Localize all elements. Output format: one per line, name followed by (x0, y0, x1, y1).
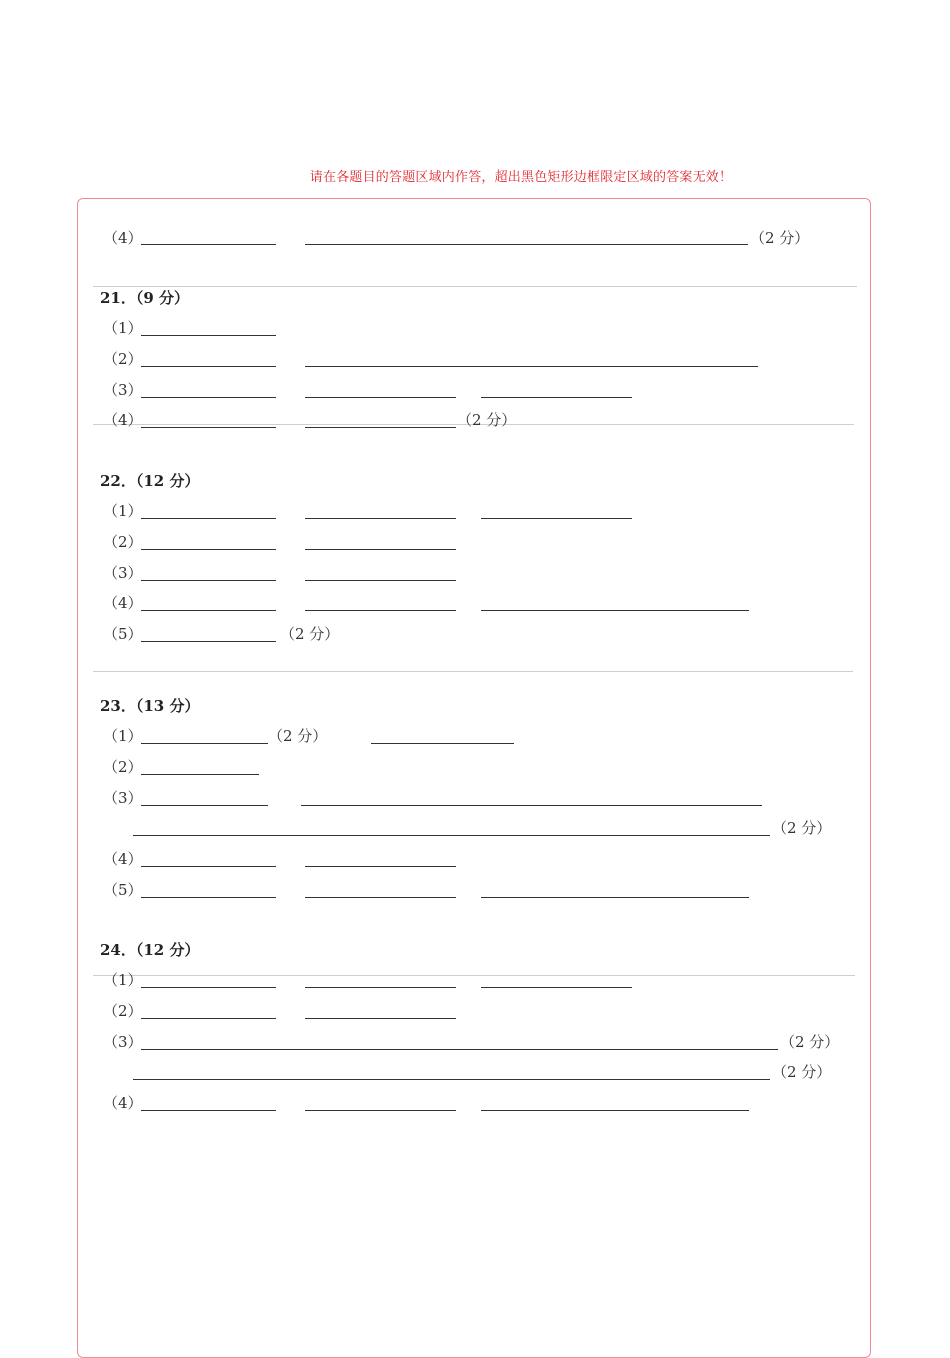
answer-blank[interactable] (141, 866, 276, 867)
answer-blank[interactable] (305, 518, 456, 519)
answer-blank[interactable] (141, 897, 276, 898)
sub-question-number: （3） (103, 381, 143, 399)
answer-blank[interactable] (305, 987, 456, 988)
sub-question-number: （5） (103, 625, 143, 643)
sub-question-number: （4） (103, 850, 143, 868)
answer-blank[interactable] (141, 1018, 276, 1019)
sub-question-number: （1） (103, 727, 143, 745)
question-heading: 24．（12 分） (100, 941, 200, 959)
answer-blank[interactable] (141, 427, 276, 428)
answer-blank[interactable] (481, 987, 632, 988)
question-heading: 22．（12 分） (100, 472, 200, 490)
answer-blank[interactable] (305, 549, 456, 550)
sub-question-number: （4） (103, 594, 143, 612)
score-label: （2 分） (772, 1063, 832, 1081)
sub-question-number: （4） (103, 411, 143, 429)
answer-blank[interactable] (141, 244, 276, 245)
answer-blank[interactable] (305, 244, 748, 245)
sub-question-number: （3） (103, 1033, 143, 1051)
answer-blank[interactable] (305, 1018, 456, 1019)
answer-blank[interactable] (301, 805, 762, 806)
section-divider (93, 975, 855, 976)
answer-blank[interactable] (141, 641, 276, 642)
answer-blank[interactable] (141, 335, 276, 336)
sub-question-number: （4） (103, 229, 143, 247)
answer-blank[interactable] (141, 610, 276, 611)
score-label: （2 分） (280, 625, 340, 643)
sub-question-number: （1） (103, 971, 143, 989)
answer-blank[interactable] (141, 397, 276, 398)
answer-blank[interactable] (305, 866, 456, 867)
answer-blank[interactable] (305, 580, 456, 581)
answer-blank[interactable] (305, 427, 456, 428)
answer-blank[interactable] (141, 366, 276, 367)
answer-blank[interactable] (141, 1110, 276, 1111)
answer-blank[interactable] (305, 1110, 456, 1111)
answer-frame (77, 198, 871, 1358)
question-heading: 23．（13 分） (100, 697, 200, 715)
answer-blank[interactable] (481, 1110, 749, 1111)
question-heading: 21．（9 分） (100, 289, 190, 307)
score-label: （2 分） (780, 1033, 840, 1051)
sub-question-number: （2） (103, 1002, 143, 1020)
answer-blank[interactable] (305, 610, 456, 611)
answer-blank[interactable] (141, 774, 259, 775)
answer-blank[interactable] (141, 580, 276, 581)
answer-blank[interactable] (481, 610, 749, 611)
answer-blank[interactable] (141, 518, 276, 519)
answer-area-notice: 请在各题目的答题区域内作答，超出黑色矩形边框限定区域的答案无效！ (309, 170, 733, 185)
sub-question-number: （4） (103, 1094, 143, 1112)
sub-question-number: （3） (103, 789, 143, 807)
answer-blank[interactable] (141, 1049, 778, 1050)
answer-blank[interactable] (481, 897, 749, 898)
sub-question-number: （2） (103, 758, 143, 776)
sub-question-number: （1） (103, 319, 143, 337)
answer-blank[interactable] (141, 805, 268, 806)
answer-blank[interactable] (305, 366, 758, 367)
score-label: （2 分） (268, 727, 328, 745)
score-label: （2 分） (457, 411, 517, 429)
answer-blank[interactable] (133, 1079, 770, 1080)
answer-blank[interactable] (481, 518, 632, 519)
answer-blank[interactable] (133, 835, 770, 836)
sub-question-number: （2） (103, 350, 143, 368)
sub-question-number: （2） (103, 533, 143, 551)
score-label: （2 分） (750, 229, 810, 247)
sub-question-number: （1） (103, 502, 143, 520)
answer-blank[interactable] (141, 743, 268, 744)
answer-blank[interactable] (305, 397, 456, 398)
answer-blank[interactable] (305, 897, 456, 898)
score-label: （2 分） (772, 819, 832, 837)
answer-blank[interactable] (481, 397, 632, 398)
sub-question-number: （5） (103, 881, 143, 899)
sub-question-number: （3） (103, 564, 143, 582)
answer-blank[interactable] (141, 987, 276, 988)
section-divider (93, 286, 857, 287)
answer-blank[interactable] (141, 549, 276, 550)
answer-blank[interactable] (371, 743, 514, 744)
section-divider (93, 671, 853, 672)
